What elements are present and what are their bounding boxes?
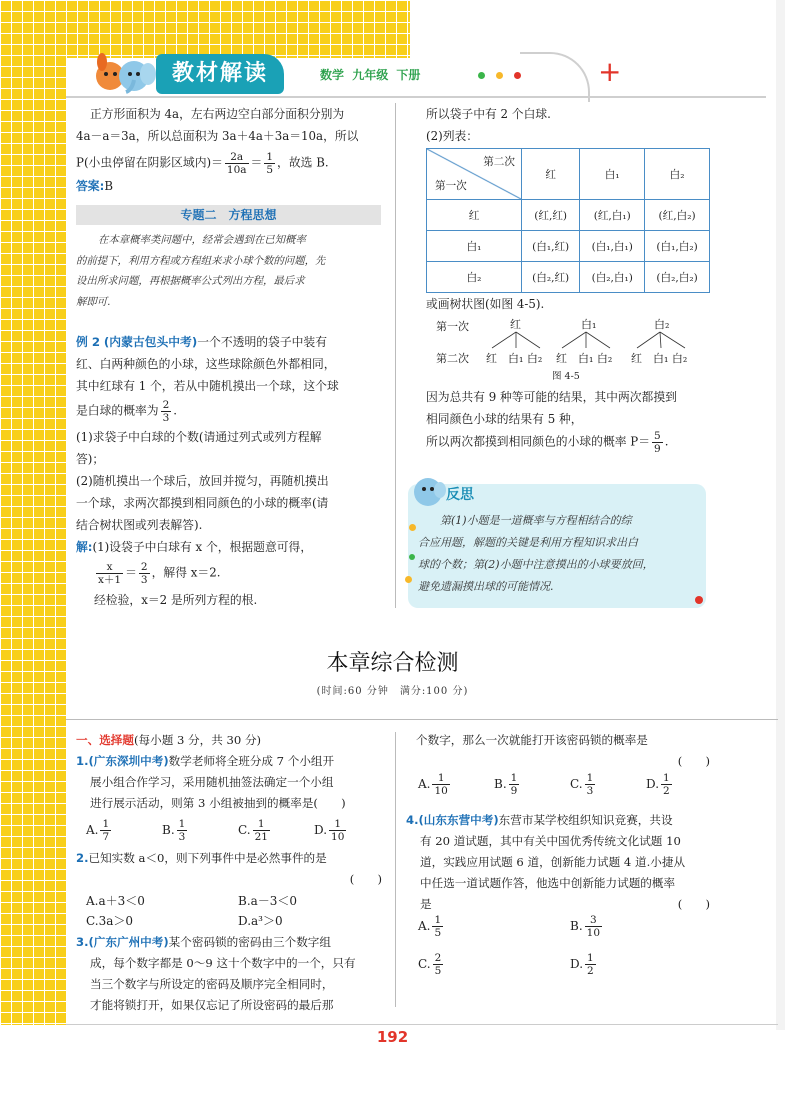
text-line: 答)；: [76, 452, 105, 466]
answer-line: [76, 176, 386, 198]
fraction: [225, 151, 249, 176]
table-row: [427, 262, 710, 293]
option[interactable]: D.a³＞0: [238, 914, 283, 928]
option[interactable]: C. $\frac{2}{5}$: [418, 952, 442, 977]
text-line: 经检验，x＝2 是所列方程的根.: [94, 593, 258, 607]
part-label: 一、选择题: [76, 733, 134, 747]
option[interactable]: C. $\frac{1}{3}$: [570, 772, 594, 797]
tree-root: 白₁: [581, 318, 597, 331]
text-part: ，故选 B.: [277, 155, 329, 170]
text-line: 因为总共有 9 种等可能的结果，其中两次都摸到: [426, 390, 677, 404]
text-part: .: [173, 403, 178, 418]
table-cell: (白₁,白₁): [580, 231, 645, 262]
column-header: 白₂: [645, 149, 710, 200]
option[interactable]: B. $\frac{1}{3}$: [162, 818, 186, 843]
part-note: (每小题 3 分，共 30 分): [133, 733, 262, 747]
denominator: 5: [266, 164, 274, 176]
decorative-dot-icon: [695, 596, 703, 604]
decorative-dot-icon: [409, 554, 415, 560]
answer-blank[interactable]: ( ): [349, 872, 382, 886]
text-part: 一个不透明的袋子中装有: [197, 335, 328, 349]
q3-options: [418, 772, 718, 802]
question-line: 3.(广东广州中考)某个密码锁的密码由三个数字组: [76, 935, 331, 949]
answer-value: B: [104, 179, 113, 193]
text-part: (1)设袋子中白球有 x 个，根据题意可得，: [92, 540, 313, 554]
fraction: [161, 399, 172, 424]
section-title: 本章综合检测: [326, 651, 459, 676]
text-part: P(小虫停留在阴影区域内)＝: [76, 155, 223, 170]
decorative-dot-icon: [405, 576, 412, 583]
option[interactable]: C. $\frac{1}{21}$: [238, 818, 268, 843]
note-line: 解即可.: [76, 295, 111, 308]
topic-heading: 专题二 方程思想: [76, 205, 381, 225]
right-conclusion: [426, 386, 677, 455]
question-line: [406, 894, 716, 915]
reflection-mascot-icon: [408, 474, 448, 510]
right-column-top: [426, 104, 551, 147]
column-header: 白₁: [580, 149, 645, 200]
table-cell: (白₁,红): [522, 231, 580, 262]
text-line: 成，每个数字都是 0～9 这十个数字中的一个，只有: [90, 956, 356, 970]
question-1: 1.(广东深圳中考)数学老师将全班分成 7 个小组开: [76, 754, 335, 768]
reflection-line: 避免遗漏摸出球的可能情况.: [418, 580, 554, 593]
reflection-line: 合应用题，解题的关键是利用方程知识求出白: [418, 536, 638, 549]
tree-level-label: 第一次: [436, 320, 469, 333]
option[interactable]: D. $\frac{1}{2}$: [570, 952, 594, 977]
text-line: 所以袋子中有 2 个白球.: [426, 107, 551, 121]
denominator: x＋1: [98, 574, 122, 586]
numerator: x: [96, 561, 123, 574]
header-dots: [478, 68, 532, 82]
text-part: 是: [420, 897, 432, 911]
text-line: 4a－a＝3a，所以总面积为 3a＋4a＋3a＝10a，所以: [76, 128, 359, 143]
text-line: 道，实践应用试题 6 道，创新能力试题 4 道.小捷从: [420, 855, 686, 869]
denominator: 9: [654, 443, 661, 455]
reflection-line: 第(1)小题是一道概率与方程相结合的综: [440, 514, 632, 527]
header-subject: 数学: [320, 68, 345, 82]
fraction: [139, 561, 150, 586]
option[interactable]: A. $\frac{1}{10}$: [418, 772, 448, 797]
example-line: [76, 331, 386, 353]
table-cell: (白₂,白₂): [645, 262, 710, 293]
denominator: 3: [140, 574, 148, 586]
header-info: [320, 66, 420, 83]
question-line: 4.(山东东营中考)东营市某学校组织知识竞赛，共设: [406, 813, 673, 827]
text-part: 是白球的概率为: [76, 403, 159, 418]
probability-line: [426, 430, 677, 455]
solution-line: [76, 536, 386, 558]
numerator: 1: [266, 151, 274, 163]
text-line: (2)随机摸出一个球后，放回并搅匀，再随机摸出: [76, 474, 329, 488]
example-2: [76, 331, 386, 611]
text-line: (1)求袋子中白球的个数(请通过列式或列方程解: [76, 430, 322, 444]
column-header: 红: [522, 149, 580, 200]
tree-diagram: [426, 310, 726, 380]
table-cell: (白₂,白₁): [580, 262, 645, 293]
table-row: [427, 200, 710, 231]
note-line: 在本章概率类问题中，经常会遇到在已知概率: [98, 234, 306, 246]
numerator: 2: [162, 399, 170, 411]
tree-leaves: 红 白₁ 白₂: [556, 352, 613, 365]
tree-leaves: 红 白₁ 白₂: [486, 352, 543, 365]
plus-icon: +: [598, 55, 622, 88]
fraction: [264, 151, 275, 176]
tree-level-label: 第二次: [436, 352, 469, 365]
text-part: ，解得 x＝2.: [151, 565, 221, 580]
reflection-line: 球的个数；第(2)小题中注意摸出的小球要放回，: [418, 558, 654, 571]
option[interactable]: C.3a＞0: [86, 914, 133, 928]
table-cell: (白₂,红): [522, 262, 580, 293]
note-line: 的前提下，利用方程或方程组来求小球个数的问题，先: [76, 254, 326, 267]
green-dot-icon: [478, 72, 485, 79]
text-part: 某个密码锁的密码由三个数字组: [168, 935, 331, 949]
header-volume: 下册: [396, 68, 421, 82]
option[interactable]: D. $\frac{1}{2}$: [646, 772, 670, 797]
text-part: 已知实数 a＜0，则下列事件中是必然事件的是: [88, 851, 327, 865]
table-cell: (红,白₁): [580, 200, 645, 231]
section-subtitle: (时间:60 分钟 满分:100 分): [316, 686, 469, 697]
probability-line: [76, 151, 386, 176]
question-source: (广东广州中考): [88, 935, 169, 949]
header-grade: 九年级: [352, 68, 389, 82]
numerator: 2: [140, 561, 148, 573]
text-part: .: [664, 434, 669, 449]
text-line: 展小组合作学习，采用随机抽签法确定一个小组: [90, 775, 334, 789]
corner-top: 第二次: [483, 156, 515, 168]
q4-options: [418, 914, 718, 984]
margin-grid-decoration: [0, 0, 66, 1025]
red-dot-icon: [514, 72, 521, 79]
row-header: 白₁: [427, 231, 522, 262]
option[interactable]: B. $\frac{3}{10}$: [570, 914, 601, 939]
q1-options: [86, 818, 386, 848]
section-rule: [66, 719, 778, 720]
answer-label: 答案:: [76, 179, 105, 193]
question-3: [76, 932, 388, 1016]
example-source: (内蒙古包头中考): [103, 335, 198, 349]
reflection-title: 反思: [446, 487, 474, 503]
option[interactable]: A. $\frac{1}{7}$: [86, 818, 110, 843]
option[interactable]: D. $\frac{1}{10}$: [314, 818, 345, 843]
text-line: 个数字，那么一次就能打开该密码锁的概率是: [416, 733, 648, 747]
equation-line: [76, 561, 386, 586]
left-column-top: [76, 104, 386, 198]
header-rule: [66, 96, 766, 98]
fraction: [96, 561, 123, 586]
text-line: 红、白两种颜色的小球，这些球除颜色外都相同，: [76, 357, 336, 371]
text-part: ＝: [125, 565, 137, 580]
note-line: 设出所求问题，再根据概率公式列出方程，最后求: [76, 275, 305, 287]
table-cell: (红,红): [522, 200, 580, 231]
question-line: 2.已知实数 a＜0，则下列事件中是必然事件的是: [76, 851, 327, 865]
text-line: 或画树状图(如图 4-5).: [426, 297, 545, 311]
row-header: 白₂: [427, 262, 522, 293]
text-part: 东营市某学校组织知识竞赛，共设: [498, 813, 673, 827]
reflection-text: [418, 510, 702, 598]
table-cell: (白₁,白₂): [645, 231, 710, 262]
text-line: (2)列表：: [426, 128, 479, 143]
text-line: 其中红球有 1 个，若从中随机摸出一个球，这个球: [76, 379, 339, 393]
answer-blank[interactable]: ( ): [677, 754, 710, 768]
option[interactable]: B.a－3＜0: [238, 894, 298, 908]
header-logo: 教材解读: [156, 54, 284, 94]
option[interactable]: A. $\frac{1}{5}$: [418, 914, 442, 939]
tree-leaves: 红 白₁ 白₂: [631, 352, 688, 365]
yellow-dot-icon: [496, 72, 503, 79]
question-4: [406, 810, 716, 915]
column-divider: [395, 732, 396, 1007]
option[interactable]: A.a＋3＜0: [86, 894, 145, 908]
quiz-right: [416, 730, 716, 772]
text-part: ＝: [250, 155, 263, 170]
quiz-left: [76, 730, 388, 814]
text-line: 才能将锁打开，如果仅忘记了所设密码的最后那: [90, 998, 334, 1012]
denominator: 10a: [226, 164, 247, 176]
tree-root: 红: [510, 318, 521, 331]
text-line: 进行展示活动，则第 3 小组被抽到的概率是( ): [90, 796, 346, 810]
text-part: 数学老师将全班分成 7 个小组开: [168, 754, 335, 768]
mascot-icon: [88, 52, 158, 96]
text-part: 所以两次都摸到相同颜色的小球的概率 P＝: [426, 434, 651, 449]
method-note: [76, 230, 381, 312]
corner-bottom: 第一次: [435, 180, 467, 192]
table-cell: (红,白₂): [645, 200, 710, 231]
q2-options: [86, 892, 386, 932]
tree-root: 白₂: [654, 318, 670, 331]
figure-caption: 图 4-5: [552, 371, 580, 382]
footer-rule: [66, 1024, 778, 1025]
denominator: 3: [162, 412, 170, 424]
numerator: 2a: [225, 151, 249, 164]
text-line: 中任选一道试题作答，他选中创新能力试题的概率: [420, 876, 676, 890]
example-label: 例 2: [76, 335, 101, 349]
text-line: 正方形面积为 4a，左右两边空白部分面积分别为: [90, 107, 345, 121]
decorative-dot-icon: [409, 524, 416, 531]
table-corner: [427, 149, 522, 200]
numerator: 5: [654, 430, 661, 442]
example-line: [76, 399, 386, 424]
solution-label: 解:: [76, 540, 93, 554]
outcome-table: [426, 148, 710, 293]
row-header: 红: [427, 200, 522, 231]
question-source: (广东深圳中考): [88, 754, 169, 768]
part-heading: [76, 730, 388, 751]
question-2: [76, 848, 388, 890]
answer-blank[interactable]: ( ): [677, 897, 710, 911]
text-line: 当三个数字与所设定的密码及顺序完全相同时，: [90, 977, 334, 991]
page-number: 192: [376, 1028, 409, 1046]
text-line: 有 20 道试题，其中有关中国优秀传统文化试题 10: [420, 834, 681, 848]
question-source: (山东东营中考): [418, 813, 499, 827]
option[interactable]: B. $\frac{1}{9}$: [494, 772, 518, 797]
fraction: [652, 430, 663, 455]
text-line: 结合树状图或列表解答).: [76, 518, 203, 532]
column-divider: [395, 103, 396, 608]
text-line: 一个球，求两次都摸到相同颜色的小球的概率(请: [76, 496, 329, 510]
text-line: 相同颜色小球的结果有 5 种，: [426, 412, 583, 426]
right-edge: [776, 0, 785, 1030]
table-row: [427, 231, 710, 262]
